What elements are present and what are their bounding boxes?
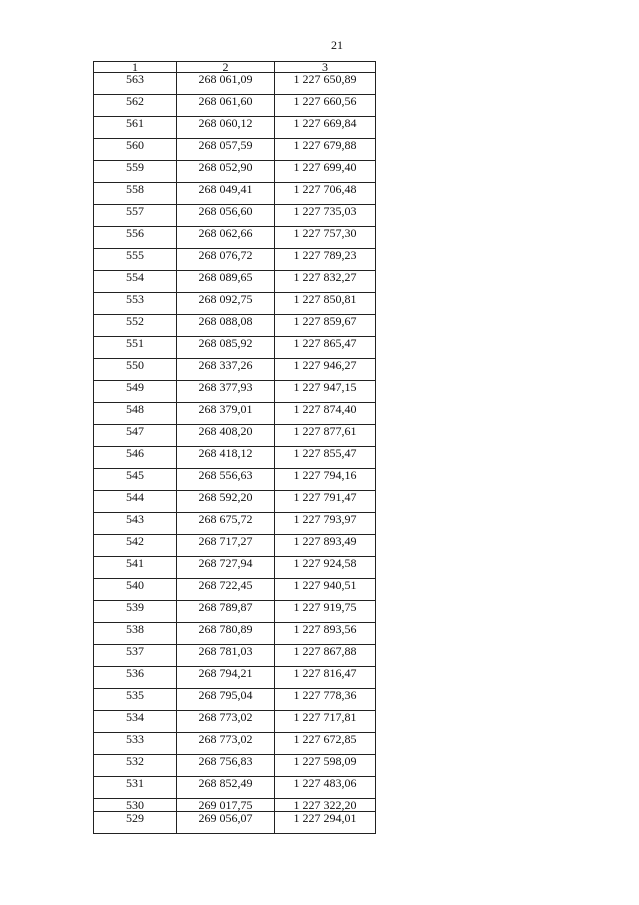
- table-row: [94, 645, 376, 667]
- column-header-3: 3: [275, 62, 376, 73]
- y-coordinate-cell: 1 227 672,85: [275, 733, 376, 755]
- table-row: [94, 227, 376, 249]
- table-row: [94, 799, 376, 812]
- x-coordinate-cell: 268 337,26: [177, 359, 275, 381]
- x-coordinate-cell: 268 781,03: [177, 645, 275, 667]
- point-number-cell: 545: [94, 469, 177, 491]
- x-coordinate-cell: 268 408,20: [177, 425, 275, 447]
- table-row: [94, 491, 376, 513]
- table-row: [94, 812, 376, 834]
- table-header-row: [94, 62, 376, 73]
- table-row: [94, 425, 376, 447]
- point-number-cell: 538: [94, 623, 177, 645]
- x-coordinate-cell: 268 675,72: [177, 513, 275, 535]
- table-row: [94, 535, 376, 557]
- y-coordinate-cell: 1 227 789,23: [275, 249, 376, 271]
- x-coordinate-cell: 268 056,60: [177, 205, 275, 227]
- y-coordinate-cell: 1 227 778,36: [275, 689, 376, 711]
- table-row: [94, 557, 376, 579]
- table-row: [94, 337, 376, 359]
- point-number-cell: 533: [94, 733, 177, 755]
- column-header-1: 1: [94, 62, 177, 73]
- table-row: [94, 711, 376, 733]
- point-number-cell: 553: [94, 293, 177, 315]
- x-coordinate-cell: 268 061,60: [177, 95, 275, 117]
- y-coordinate-cell: 1 227 660,56: [275, 95, 376, 117]
- point-number-cell: 531: [94, 777, 177, 799]
- y-coordinate-cell: 1 227 893,56: [275, 623, 376, 645]
- y-coordinate-cell: 1 227 794,16: [275, 469, 376, 491]
- table-row: [94, 513, 376, 535]
- table-row: [94, 271, 376, 293]
- table-row: [94, 601, 376, 623]
- table-row: [94, 139, 376, 161]
- x-coordinate-cell: 268 062,66: [177, 227, 275, 249]
- y-coordinate-cell: 1 227 650,89: [275, 73, 376, 95]
- y-coordinate-cell: 1 227 791,47: [275, 491, 376, 513]
- point-number-cell: 547: [94, 425, 177, 447]
- x-coordinate-cell: 268 060,12: [177, 117, 275, 139]
- point-number-cell: 530: [94, 799, 177, 812]
- y-coordinate-cell: 1 227 735,03: [275, 205, 376, 227]
- y-coordinate-cell: 1 227 919,75: [275, 601, 376, 623]
- point-number-cell: 529: [94, 812, 177, 834]
- table-row: [94, 95, 376, 117]
- y-coordinate-cell: 1 227 706,48: [275, 183, 376, 205]
- point-number-cell: 558: [94, 183, 177, 205]
- table-row: [94, 733, 376, 755]
- x-coordinate-cell: 268 756,83: [177, 755, 275, 777]
- point-number-cell: 559: [94, 161, 177, 183]
- x-coordinate-cell: 268 092,75: [177, 293, 275, 315]
- y-coordinate-cell: 1 227 874,40: [275, 403, 376, 425]
- y-coordinate-cell: 1 227 855,47: [275, 447, 376, 469]
- x-coordinate-cell: 268 061,09: [177, 73, 275, 95]
- x-coordinate-cell: 268 789,87: [177, 601, 275, 623]
- x-coordinate-cell: 268 780,89: [177, 623, 275, 645]
- y-coordinate-cell: 1 227 832,27: [275, 271, 376, 293]
- column-header-2: 2: [177, 62, 275, 73]
- x-coordinate-cell: 268 052,90: [177, 161, 275, 183]
- y-coordinate-cell: 1 227 598,09: [275, 755, 376, 777]
- x-coordinate-cell: 268 795,04: [177, 689, 275, 711]
- point-number-cell: 549: [94, 381, 177, 403]
- point-number-cell: 544: [94, 491, 177, 513]
- x-coordinate-cell: 268 089,65: [177, 271, 275, 293]
- table-row: [94, 777, 376, 799]
- x-coordinate-cell: 268 418,12: [177, 447, 275, 469]
- point-number-cell: 539: [94, 601, 177, 623]
- table-row: [94, 183, 376, 205]
- point-number-cell: 532: [94, 755, 177, 777]
- table-row: [94, 579, 376, 601]
- table-row: [94, 161, 376, 183]
- table-row: [94, 381, 376, 403]
- point-number-cell: 562: [94, 95, 177, 117]
- point-number-cell: 540: [94, 579, 177, 601]
- y-coordinate-cell: 1 227 793,97: [275, 513, 376, 535]
- table-row: [94, 205, 376, 227]
- coordinates-table: [93, 61, 376, 834]
- y-coordinate-cell: 1 227 940,51: [275, 579, 376, 601]
- table-row: [94, 359, 376, 381]
- x-coordinate-cell: 268 088,08: [177, 315, 275, 337]
- x-coordinate-cell: 268 773,02: [177, 733, 275, 755]
- x-coordinate-cell: 268 085,92: [177, 337, 275, 359]
- y-coordinate-cell: 1 227 717,81: [275, 711, 376, 733]
- point-number-cell: 546: [94, 447, 177, 469]
- y-coordinate-cell: 1 227 322,20: [275, 799, 376, 812]
- point-number-cell: 556: [94, 227, 177, 249]
- point-number-cell: 534: [94, 711, 177, 733]
- x-coordinate-cell: 268 377,93: [177, 381, 275, 403]
- y-coordinate-cell: 1 227 699,40: [275, 161, 376, 183]
- point-number-cell: 548: [94, 403, 177, 425]
- y-coordinate-cell: 1 227 865,47: [275, 337, 376, 359]
- point-number-cell: 536: [94, 667, 177, 689]
- x-coordinate-cell: 268 717,27: [177, 535, 275, 557]
- y-coordinate-cell: 1 227 679,88: [275, 139, 376, 161]
- y-coordinate-cell: 1 227 893,49: [275, 535, 376, 557]
- y-coordinate-cell: 1 227 947,15: [275, 381, 376, 403]
- point-number-cell: 554: [94, 271, 177, 293]
- table-row: [94, 667, 376, 689]
- page-number: 21: [331, 38, 343, 52]
- table-row: [94, 315, 376, 337]
- x-coordinate-cell: 268 556,63: [177, 469, 275, 491]
- x-coordinate-cell: 268 727,94: [177, 557, 275, 579]
- x-coordinate-cell: 268 722,45: [177, 579, 275, 601]
- x-coordinate-cell: 268 773,02: [177, 711, 275, 733]
- table-row: [94, 755, 376, 777]
- y-coordinate-cell: 1 227 946,27: [275, 359, 376, 381]
- y-coordinate-cell: 1 227 850,81: [275, 293, 376, 315]
- table-row: [94, 249, 376, 271]
- point-number-cell: 542: [94, 535, 177, 557]
- table-row: [94, 623, 376, 645]
- x-coordinate-cell: 268 794,21: [177, 667, 275, 689]
- point-number-cell: 541: [94, 557, 177, 579]
- y-coordinate-cell: 1 227 669,84: [275, 117, 376, 139]
- y-coordinate-cell: 1 227 757,30: [275, 227, 376, 249]
- table-row: [94, 689, 376, 711]
- point-number-cell: 561: [94, 117, 177, 139]
- y-coordinate-cell: 1 227 816,47: [275, 667, 376, 689]
- point-number-cell: 563: [94, 73, 177, 95]
- point-number-cell: 555: [94, 249, 177, 271]
- x-coordinate-cell: 269 017,75: [177, 799, 275, 812]
- y-coordinate-cell: 1 227 859,67: [275, 315, 376, 337]
- y-coordinate-cell: 1 227 294,01: [275, 812, 376, 834]
- y-coordinate-cell: 1 227 924,58: [275, 557, 376, 579]
- x-coordinate-cell: 268 379,01: [177, 403, 275, 425]
- point-number-cell: 550: [94, 359, 177, 381]
- point-number-cell: 535: [94, 689, 177, 711]
- point-number-cell: 552: [94, 315, 177, 337]
- point-number-cell: 560: [94, 139, 177, 161]
- x-coordinate-cell: 268 592,20: [177, 491, 275, 513]
- table-row: [94, 73, 376, 95]
- x-coordinate-cell: 268 057,59: [177, 139, 275, 161]
- table-body: [94, 73, 376, 834]
- x-coordinate-cell: 268 076,72: [177, 249, 275, 271]
- point-number-cell: 557: [94, 205, 177, 227]
- x-coordinate-cell: 268 049,41: [177, 183, 275, 205]
- point-number-cell: 543: [94, 513, 177, 535]
- y-coordinate-cell: 1 227 877,61: [275, 425, 376, 447]
- x-coordinate-cell: 269 056,07: [177, 812, 275, 834]
- table-row: [94, 469, 376, 491]
- point-number-cell: 537: [94, 645, 177, 667]
- table-row: [94, 117, 376, 139]
- y-coordinate-cell: 1 227 867,88: [275, 645, 376, 667]
- table-row: [94, 293, 376, 315]
- table-row: [94, 403, 376, 425]
- y-coordinate-cell: 1 227 483,06: [275, 777, 376, 799]
- point-number-cell: 551: [94, 337, 177, 359]
- table-row: [94, 447, 376, 469]
- x-coordinate-cell: 268 852,49: [177, 777, 275, 799]
